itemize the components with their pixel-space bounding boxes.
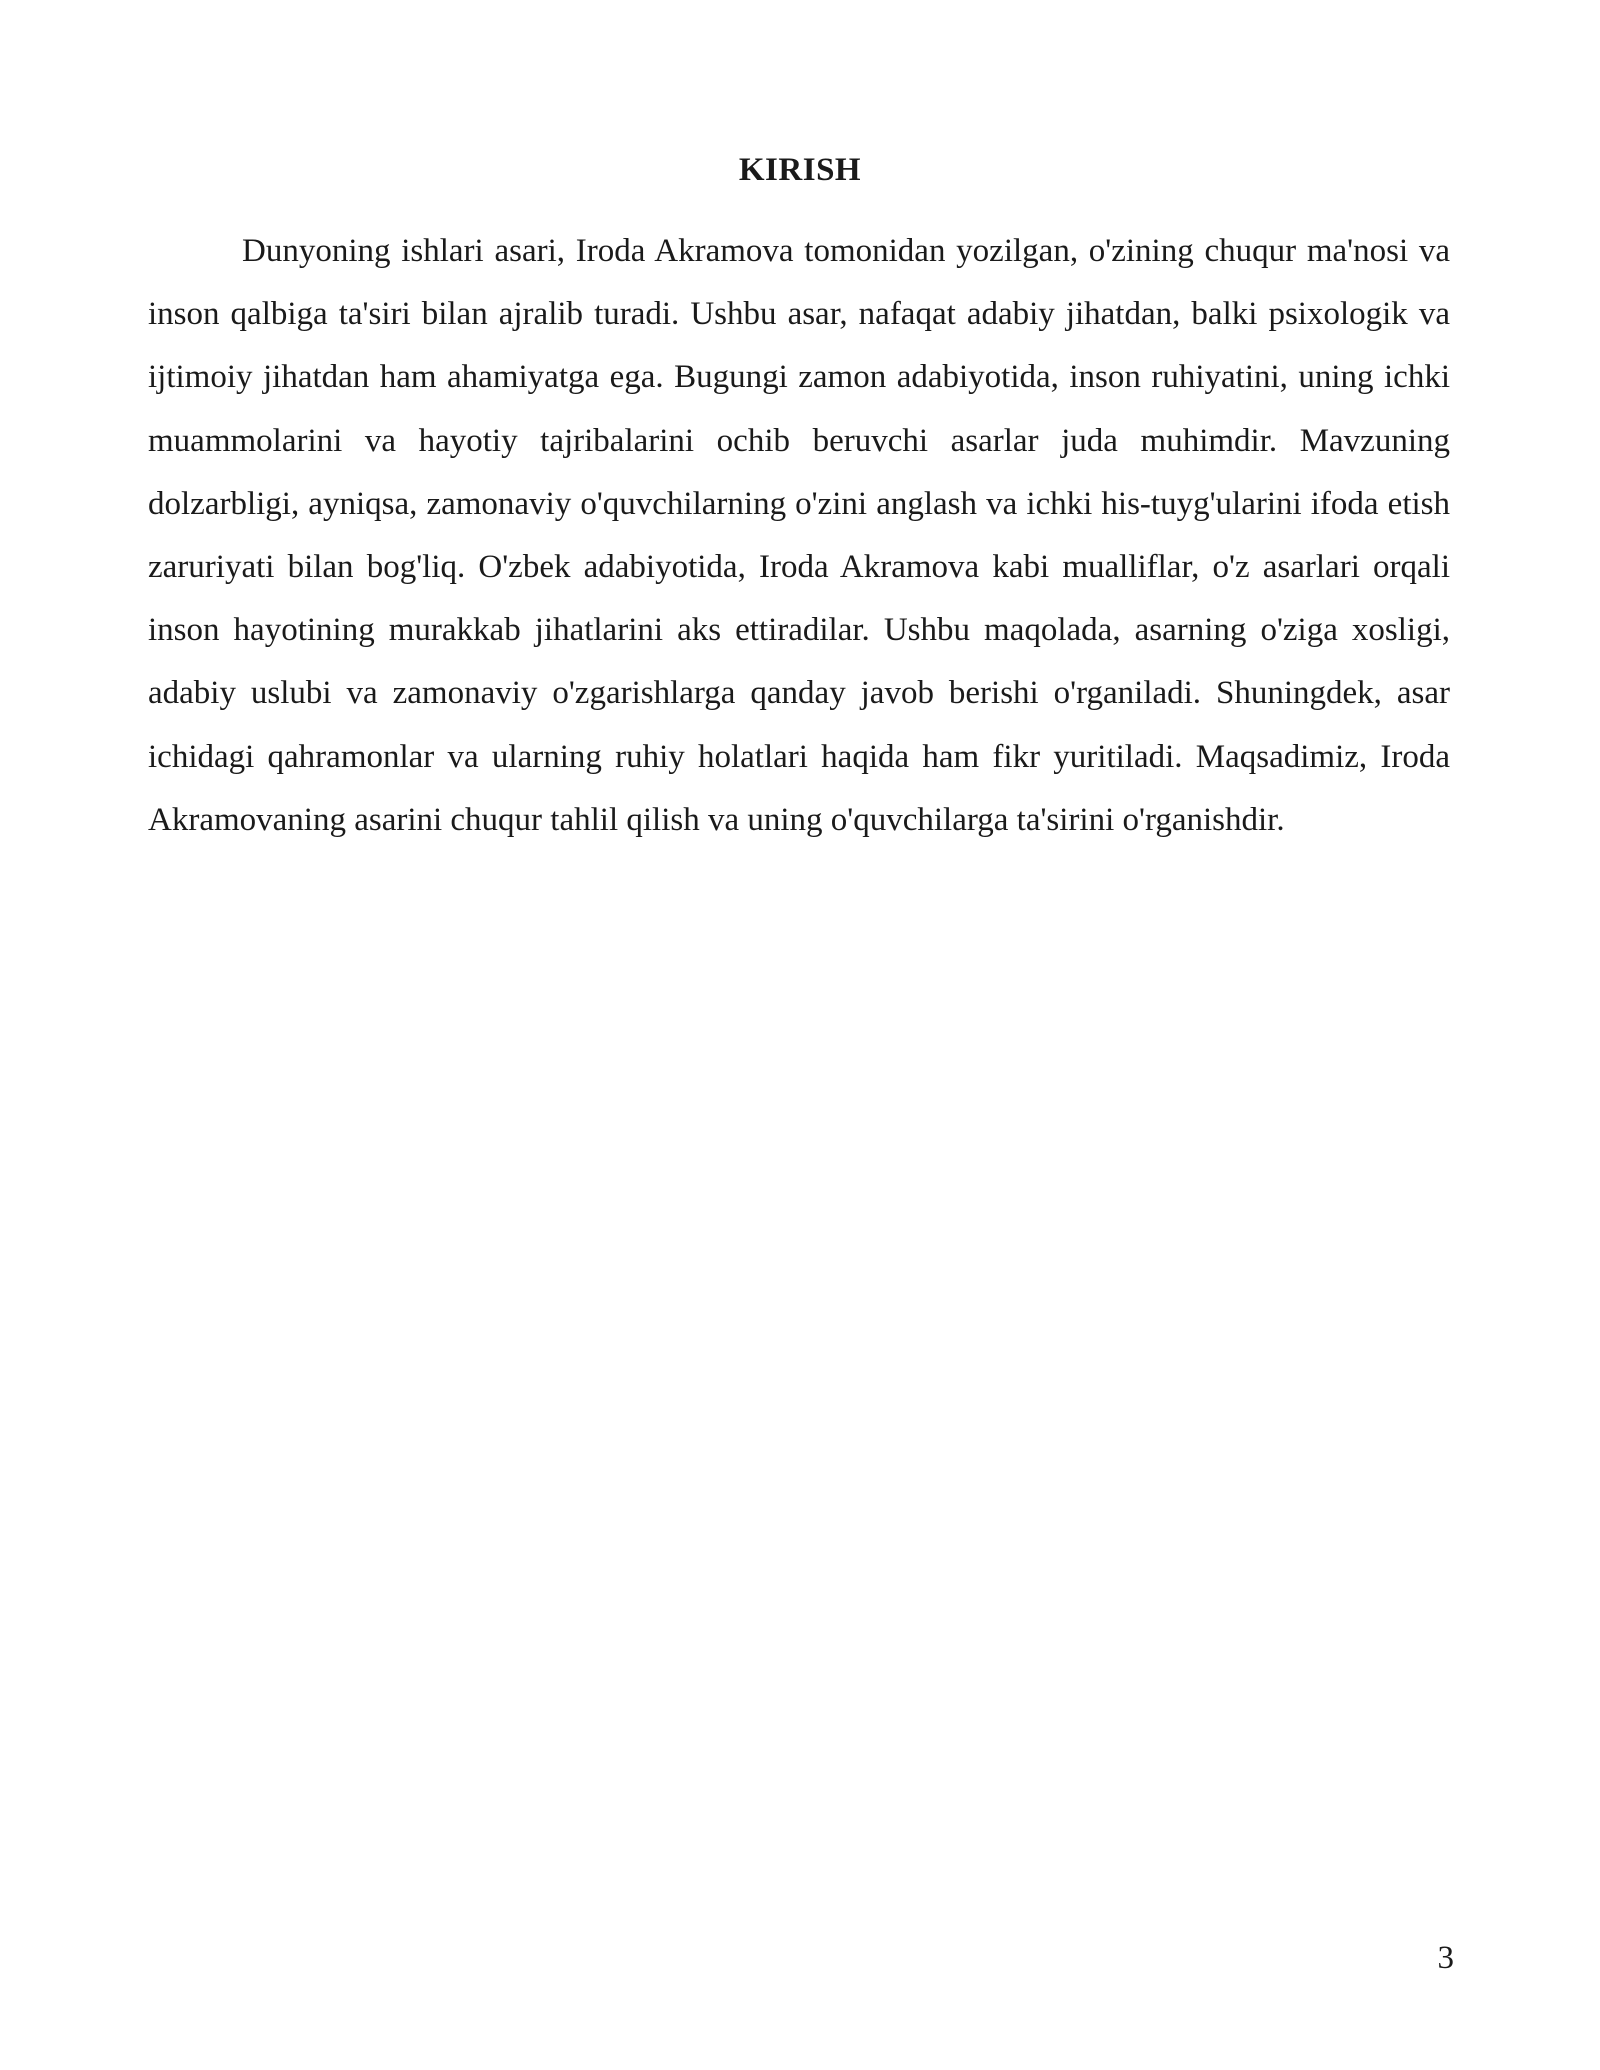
page-number: 3: [1437, 1940, 1454, 1976]
section-heading: KIRISH: [738, 152, 862, 188]
introduction-paragraph: Dunyoning ishlari asari, Iroda Akramova tomonidan yozilgan, o'zining chuqur ma'nosi va inson qalbiga ta'siri bilan ajralib turadi. Ushbu asar, nafaqat adabiy jihatdan, balki psixologik va ijtimoiy jihatdan ham ahamiyatga ega. Bugungi zamon adabiyotida, inson ruhiyatini, uning ichki muammolarini va hayotiy tajribalarini ochib beruvchi asarlar juda muhimdir. Mavzuning dolzarbligi, ayniqsa, zamonaviy o'quvchilarning o'zini anglash va ichki his-tuyg'ularini ifoda etish zaruriyati bilan bog'liq. O'zbek adabiyotida, Iroda Akramova kabi mualliflar, o'z asarlari orqali inson hayotining murakkab jihatlarini aks ettiradilar. Ushbu maqolada, asarning o'ziga xosligi, adabiy uslubi va zamonaviy o'zgarishlarga qanday javob berishi o'rganiladi. Shuningdek, asar ichidagi qahramonlar va ularning ruhiy holatlari haqida ham fikr yuritiladi. Maqsadimiz, Iroda Akramovaning asarini chuqur tahlil qilish va uning o'quvchilarga ta'sirini o'rganishdir.: [148, 233, 1450, 838]
